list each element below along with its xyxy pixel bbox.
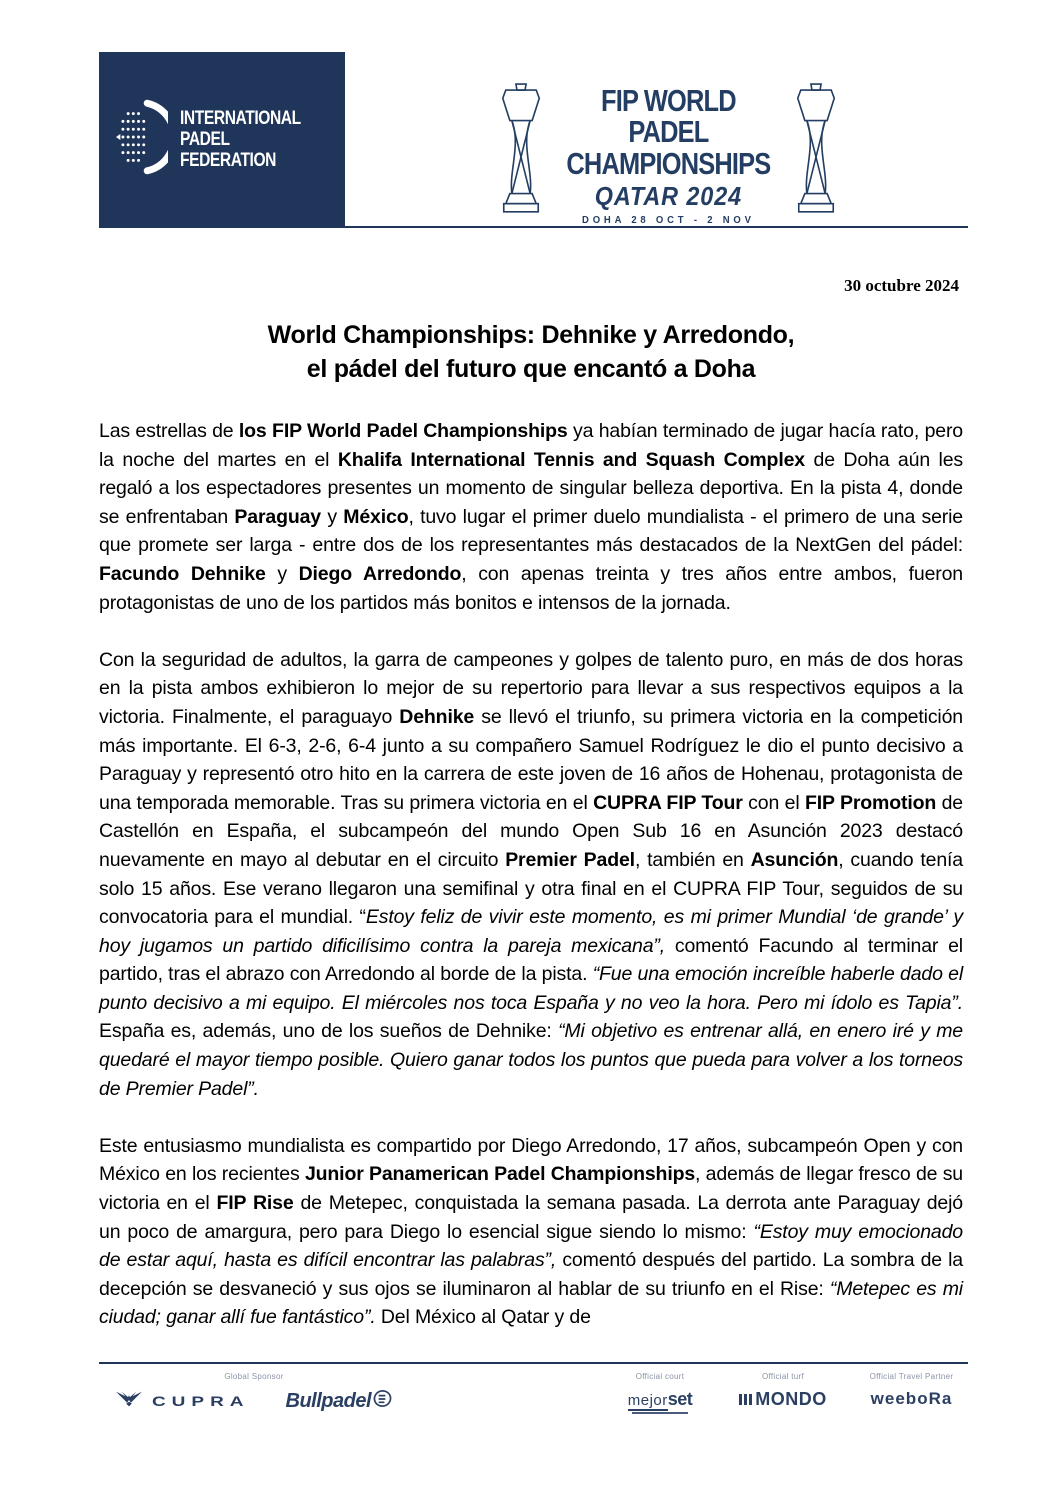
cupra-wordmark: CUPRA <box>151 1393 250 1409</box>
event-title-line1: FIP WORLD PADEL <box>601 82 736 149</box>
sponsor-group-travel <box>855 1372 968 1409</box>
article-body <box>99 417 963 1361</box>
cupra-logo <box>116 1390 250 1413</box>
sponsor-label: Official Travel Partner <box>869 1372 954 1381</box>
weebora-logo: weeboRa <box>870 1389 953 1408</box>
mejorset-word2: set <box>667 1389 693 1409</box>
article-paragraph: Este entusiasmo mundialista es compartido por Diego Arredondo, 17 años, subcampeón Open y con México en los recientes Junior Panamerican Padel Championships, además de llegar fresco de su victoria en el FIP Rise de Metepec, conquistada la semana pasada. La derrota ante Paraguay dejó un poco de amargura, pero para Diego lo esencial sigue siendo lo mismo: “Estoy muy emocionado de estar aquí, hasta es difícil encontrar las palabras”, comentó después del partido. La sombra de la decepción se desvaneció y sus ojos se iluminaron al hablar de su triunfo en el Rise: “Metepec es mi ciudad; ganar allí fue fantástico”. Del México al Qatar y de <box>99 1134 964 1329</box>
sponsor-group-turf <box>733 1372 833 1410</box>
bullpadel-logo <box>286 1389 393 1414</box>
sponsor-group-court <box>610 1372 710 1414</box>
ipf-line2: PADEL <box>180 129 230 150</box>
sponsor-label: Official turf <box>762 1372 804 1381</box>
sponsor-label: Global Sponsor <box>224 1372 284 1381</box>
article-paragraph: Con la seguridad de adultos, la garra de campeones y golpes de talento puro, en más de dos horas en la pista ambos exhibieron lo mejor de su repertorio para llevar a sus respectivos equipos a la victoria. Finalmente, el paraguayo Dehnike se llevó el triunfo, su primera victoria en la competición más importante. El 6-3, 2-6, 6-4 junto a su compañero Samuel Rodríguez le dio el punto decisivo a Paraguay y representó otro hito en la carrera de este joven de 16 años de Hohenau, protagonista de una temporada memorable. Tras su primera victoria en el CUPRA FIP Tour con el FIP Promotion de Castellón en España, el subcampeón del mundo Open Sub 16 en Asunción 2023 destacó nuevamente en mayo al debutar en el circuito Premier Padel, también en Asunción, cuando tenía solo 15 años. Ese verano llegaron una semifinal y otra final en el CUPRA FIP Tour, seguidos de su convocatoria para el mundial. “Estoy feliz de vivir este momento, es mi primer Mundial ‘de grande’ y hoy jugamos un partido dificilísimo contra la pareja mexicana”, comentó Facundo al terminar el partido, tras el abrazo con Arredondo al borde de la pista. “Fue una emoción increíble haberle dado el punto decisivo a mi equipo. El miércoles nos toca España y no veo la hora. Pero mi ídolo es Tapia”. España es, además, uno de los sueños de Dehnike: “Mi objetivo es entrenar allá, en enero iré y me quedaré el mayor tiempo posible. Quiero ganar todos los puntos que pueda para volver a los torneos de Premier Padel”. <box>99 648 963 1100</box>
cupra-icon <box>116 1390 142 1413</box>
title-line2: el pádel del futuro que encantó a Doha <box>306 355 756 383</box>
event-title-line4: DOHA 28 OCT - 2 NOV <box>582 214 755 226</box>
padel-racket-icon <box>116 96 168 183</box>
article-paragraph: Las estrellas de los FIP World Padel Championships ya habían terminado de jugar hacía rato, pero la noche del martes en el Khalifa International Tennis and Squash Complex de Doha aún les regaló a los espectadores presentes un momento de singular belleza deportiva. En la pista 4, donde se enfrentaban Paraguay y México, tuvo lugar el primer duelo mundialista - el primero de una serie que promete ser larga - entre dos de los representantes más destacados de la NextGen del pádel: Facundo Dehnike y Diego Arredondo, con apenas treinta y tres años entre ambos, fueron protagonistas de uno de los partidos más bonitos e intensos de la jornada. <box>99 420 963 614</box>
mejorset-underline <box>632 1412 688 1414</box>
mejorset-logo <box>610 1389 710 1414</box>
event-title-line2: CHAMPIONSHIPS <box>566 145 771 181</box>
trophy-icon <box>498 82 544 229</box>
bullpadel-emblem-icon <box>373 1389 392 1414</box>
mondo-wordmark: MONDO <box>755 1389 827 1409</box>
ipf-line3: FEDERATION <box>180 150 277 171</box>
mondo-logo <box>739 1389 827 1410</box>
title-line1: World Championships: Dehnike y Arredondo, <box>267 321 795 349</box>
page-title <box>99 318 963 386</box>
mejorset-word1: mejor <box>627 1392 668 1409</box>
trophy-icon <box>793 82 839 229</box>
event-logo-text <box>544 82 793 226</box>
ipf-logo <box>99 52 345 227</box>
bullpadel-wordmark: Bullpadel <box>285 1390 372 1412</box>
document-date: 30 octubre 2024 <box>844 276 959 295</box>
header-divider <box>99 226 968 228</box>
event-title-line3: QATAR 2024 <box>594 180 743 211</box>
ipf-line1: INTERNATIONAL <box>180 108 302 129</box>
sponsor-label: Official court <box>635 1372 685 1381</box>
event-logo <box>498 84 824 226</box>
footer-divider <box>99 1362 968 1364</box>
ipf-logo-text <box>180 108 301 171</box>
mondo-bars-icon <box>739 1394 752 1405</box>
sponsor-group-global <box>99 1372 409 1414</box>
